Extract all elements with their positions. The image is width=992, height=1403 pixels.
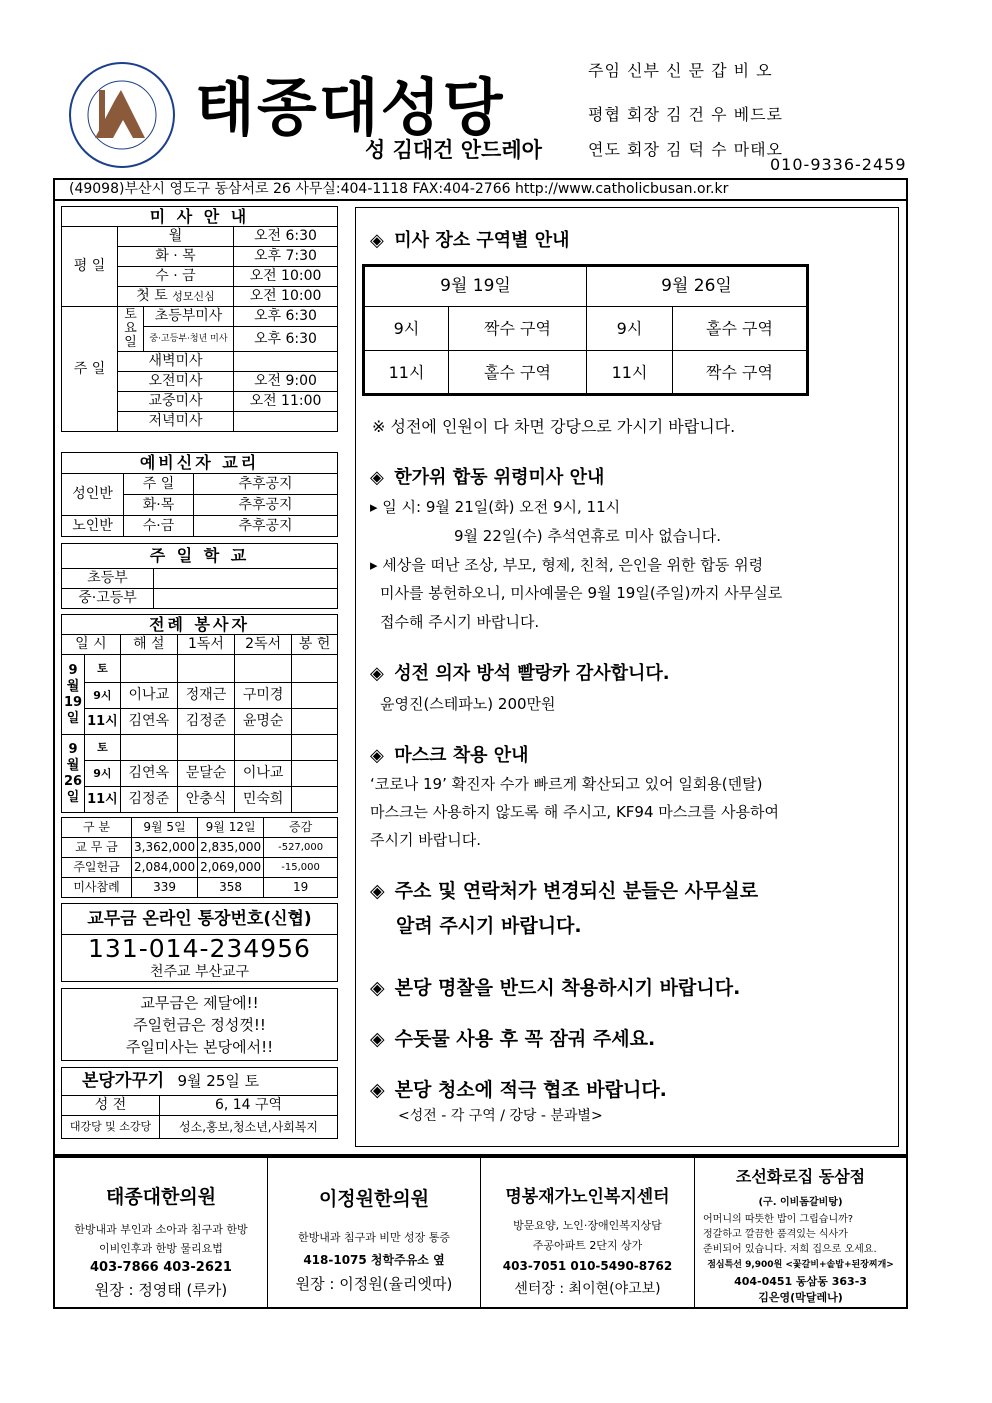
address-bar: (49098)부산시 영도구 동삼서로 26 사무실:404-1118 FAX:404-2766 http://www.catholicbusan.or.kr	[53, 178, 908, 201]
yeondo-president: 연도 회장 김 덕 수 마태오	[588, 140, 783, 159]
catechumen-table: 예비신자 교리 성인반 주 일 추후공지 화·목 추후공지 노인반 수·금 추후공지	[61, 452, 338, 537]
nametag-notice: ◈ 본당 명찰을 반드시 착용하시기 바랍니다.	[370, 977, 741, 999]
account-number: 131-014-234956	[88, 934, 311, 963]
address-change-notice: ◈ 주소 및 연락처가 변경되신 분들은 사무실로	[370, 880, 759, 902]
ad-joseonhwaro: 조선화로집 동삼점 (구. 이비돔갈비탕) 어머니의 따뜻한 밥이 그립습니까? 정갈하고 깔끔한 품격있는 식사가 준비되어 있습니다. 저희 집으로 오세요. 점심특선 9,900원 <꽃갈비+솥밥+된장찌개> 404-0451 동삼동 363-3 김은영(막달레나)	[703, 1167, 894, 1304]
liturgy-volunteers-table: 전례 봉사자 일 시 해 설 1독서 2독서 봉 헌 9월19일 토 9시 이나교 정재근 구미경 11시 김연옥 김정준 윤명순 9월26일 토 9시 김연옥 문달순 이나교 11시 김정준 안충식 민숙희	[61, 614, 338, 813]
cleaning-table: 본당가꾸기 9월 25일 토 성 전 6, 14 구역 대강당 및 소강당 성소,홍보,청소년,사회복지	[61, 1067, 338, 1139]
council-president: 평협 회장 김 건 우 베드로	[588, 105, 783, 124]
phone-number: 010-9336-2459	[770, 155, 907, 174]
chuseok-title: ◈ 한가위 합동 위령미사 안내	[370, 467, 605, 488]
mass-zone-table: 9월 19일 9월 26일 9시 짝수 구역 9시 홀수 구역 11시 홀수 구역 11시 짝수 구역	[362, 264, 809, 396]
chair-title: ◈ 성전 의자 방석 빨랑카 감사합니다.	[370, 663, 670, 684]
mass-zone-note: ※ 성전에 인원이 다 차면 강당으로 가시기 바랍니다.	[372, 417, 736, 436]
ad-myeongbong-center: 명봉재가노인복지센터 방문요양, 노인·장애인복지상담 주공아파트 2단지 상가 403-7051 010-5490-8762 센터장 : 최이현(야고보)	[481, 1158, 695, 1307]
account-box: 교무금 온라인 통장번호(신협) 131-014-234956 천주교 부산교구	[61, 903, 338, 982]
slogan-box: 교무금은 제달에!! 주일헌금은 정성껏!! 주일미사는 본당에서!!	[61, 988, 338, 1061]
sponsor-footer	[53, 1156, 908, 1309]
mass-title: 미 사 안 내	[62, 207, 338, 227]
ad-taejongdae-clinic: 태종대한의원 한방내과 부인과 소아과 침구과 한방 이비인후과 한방 물리요법 403-7866 403-2621 원장 : 정영태 (루카)	[55, 1158, 268, 1307]
mass-schedule-table: 미 사 안 내 평 일 월 오전 6:30 화 · 목 오후 7:30 수 · 금 오전 10:00 첫 토 성모신심 오전 10:00 주 일 토요일 초등부미사 오후 6:30 중·고등부·청년 미사 오후 6:30 새벽미사 오전미사 오전 9:00 교중미사 오전 11:00 저녁미사	[61, 206, 338, 432]
mask-title: ◈ 마스크 착용 안내	[370, 745, 529, 766]
ad-leejungwon-clinic: 이정원한의원 한방내과 침구과 비만 성장 통증 418-1075 청학주유소 옆 원장 : 이정원(율리엣따)	[268, 1158, 481, 1307]
faucet-notice: ◈ 수돗물 사용 후 꼭 잠궈 주세요.	[370, 1028, 656, 1050]
pastor: 주임 신부 신 문 갑 비 오	[588, 61, 773, 80]
church-title: 태종대성당	[195, 71, 505, 144]
mass-zone-title: ◈ 미사 장소 구역별 안내	[370, 230, 570, 251]
church-logo	[55, 60, 190, 170]
finance-table: 구 분 9월 5일 9월 12일 증감 교 무 금 3,362,000 2,835,000 -527,000 주일헌금 2,084,000 2,069,000 -15,000 미사참례 339 358 19	[61, 817, 338, 898]
patron-saint: 성 김대건 안드레아	[365, 138, 542, 162]
cleanup-notice: ◈ 본당 청소에 적극 협조 바랍니다.	[370, 1079, 667, 1101]
sunday-school-table: 주 일 학 교 초등부 중·고등부	[61, 543, 338, 609]
